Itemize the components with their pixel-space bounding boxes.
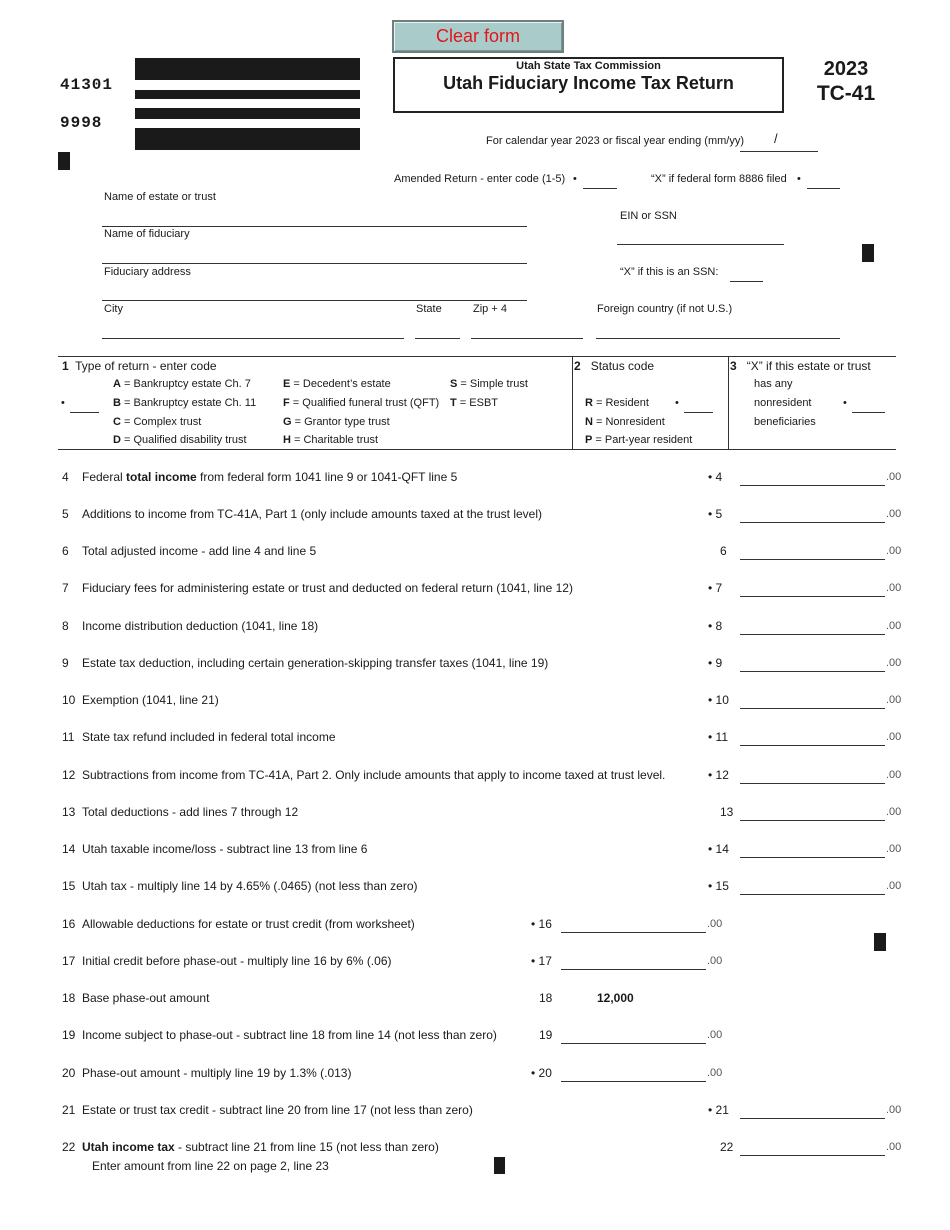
ein-label: EIN or SSN [620, 210, 677, 222]
line-amount-input[interactable] [561, 914, 706, 933]
type-code-e: E = Decedent’s estate [283, 378, 391, 390]
line-cents: .00 [707, 955, 723, 967]
type-code-c: C = Complex trust [113, 416, 202, 428]
bullet: • [675, 397, 679, 409]
line-cents: .00 [886, 1141, 902, 1153]
line-cents: .00 [886, 1104, 902, 1116]
section-2-number: 2 [574, 359, 581, 373]
line-reference: • 10 [708, 693, 729, 707]
line-11-label: 15 Utah tax - multiply line 14 by 4.65% (.0465) (not less than zero) [62, 879, 418, 893]
line-amount-input[interactable] [740, 727, 885, 746]
nonresident-beneficiaries-input[interactable] [852, 394, 885, 413]
line-cents: .00 [886, 620, 902, 632]
section-3-title [730, 359, 871, 373]
line-amount-input[interactable] [740, 876, 885, 895]
line-reference: • 4 [708, 470, 723, 484]
type-code-s: S = Simple trust [450, 378, 528, 390]
line-number: 9 [62, 656, 69, 670]
form-title: Utah Fiduciary Income Tax Return [443, 73, 734, 93]
type-code-a: A = Bankruptcy estate Ch. 7 [113, 378, 251, 390]
line-preset-value: 12,000 [597, 991, 634, 1005]
line-reference: • 11 [708, 730, 728, 744]
line-cents: .00 [886, 508, 902, 520]
form-title-box [393, 57, 784, 113]
zip-input[interactable] [471, 320, 583, 339]
return-type-input[interactable] [70, 394, 99, 413]
line-number: 16 [62, 917, 76, 931]
line-number: 15 [62, 879, 76, 893]
status-code-input[interactable] [684, 394, 713, 413]
registration-marker [862, 244, 874, 262]
section-2-label: Status code [590, 359, 655, 373]
line-4-label: 8 Income distribution deduction (1041, line 18) [62, 619, 319, 633]
type-code-g: G = Grantor type trust [283, 416, 390, 428]
form-id: TC-41 [816, 82, 876, 105]
city-label: City [104, 303, 123, 315]
line-1-label: 5 Additions to income from TC-41A, Part 1 (only include amounts taxed at the trust level) [62, 507, 542, 521]
section-3-text: has any [754, 378, 793, 390]
section-1-label: Type of return - enter code [75, 359, 217, 373]
line-number: 14 [62, 842, 76, 856]
ssn-flag-input[interactable] [730, 263, 763, 282]
form-code-primary: 41301 [60, 76, 114, 94]
line-amount-input[interactable] [740, 765, 885, 784]
line-number: 8 [62, 619, 69, 633]
line-0-label: 4 Federal total income from federal form 1041 line 9 or 1041-QFT line 5 [62, 470, 458, 484]
section-divider [572, 356, 573, 449]
line-cents: .00 [886, 657, 902, 669]
line-number: 12 [62, 768, 76, 782]
bullet: • [843, 397, 847, 409]
line-amount-input[interactable] [740, 690, 885, 709]
line-cents: .00 [886, 582, 902, 594]
bullet: • [797, 173, 801, 185]
line-9-label: 13 Total deductions - add lines 7 through 12 [62, 805, 299, 819]
line-13-label: 17 Initial credit before phase-out - multiply line 16 by 6% (.06) [62, 954, 392, 968]
fiscal-year-field[interactable] [740, 133, 818, 152]
line-10-label: 14 Utah taxable income/loss - subtract line 13 from line 6 [62, 842, 368, 856]
footer-note: Enter amount from line 22 on page 2, line 23 [92, 1159, 329, 1173]
fiduciary-name-input[interactable] [102, 245, 527, 264]
line-amount-input[interactable] [740, 1137, 885, 1156]
clear-form-button[interactable]: Clear form [392, 20, 564, 53]
line-amount-input[interactable] [740, 839, 885, 858]
type-code-f: F = Qualified funeral trust (QFT) [283, 397, 440, 409]
line-reference: 6 [720, 544, 727, 558]
line-number: 18 [62, 991, 76, 1005]
form-8886-label: “X” if federal form 8886 filed [651, 173, 787, 185]
line-number: 5 [62, 507, 69, 521]
line-reference: • 17 [531, 954, 552, 968]
fiduciary-address-label: Fiduciary address [104, 266, 191, 278]
line-reference: • 15 [708, 879, 729, 893]
line-6-label: 10 Exemption (1041, line 21) [62, 693, 219, 707]
line-cents: .00 [886, 769, 902, 781]
amended-code-input[interactable] [583, 170, 617, 189]
line-15-label: 19 Income subject to phase-out - subtract line 18 from line 14 (not less than zero) [62, 1028, 497, 1042]
line-reference: • 14 [708, 842, 729, 856]
estate-name-input[interactable] [102, 208, 527, 227]
line-5-label: 9 Estate tax deduction, including certain generation-skipping transfer taxes (1041, line 19) [62, 656, 549, 670]
status-code-p: P = Part-year resident [585, 434, 693, 446]
line-cents: .00 [707, 1029, 723, 1041]
line-14-label: 18 Base phase-out amount [62, 991, 210, 1005]
ein-input[interactable] [617, 226, 784, 245]
state-input[interactable] [415, 320, 460, 339]
line-amount-input[interactable] [740, 802, 885, 821]
line-amount-input[interactable] [561, 1025, 706, 1044]
line-amount-input[interactable] [740, 504, 885, 523]
barcode-bar [135, 108, 360, 119]
fiduciary-address-input[interactable] [102, 282, 527, 301]
barcode-bar [135, 128, 360, 150]
form-code-secondary: 9998 [60, 114, 103, 132]
bullet: • [573, 173, 577, 185]
amended-return-label: Amended Return - enter code (1-5) [394, 173, 566, 185]
barcode-bar [135, 58, 360, 80]
foreign-country-label: Foreign country (if not U.S.) [597, 303, 733, 315]
line-reference: 13 [720, 805, 734, 819]
barcode-bar [135, 90, 360, 99]
line-7-label: 11 State tax refund included in federal total income [62, 730, 336, 744]
status-code-n: N = Nonresident [585, 416, 665, 428]
line-17-label: 21 Estate or trust tax credit - subtract line 20 from line 17 (not less than zero) [62, 1103, 473, 1117]
line-number: 7 [62, 581, 69, 595]
section-3-number: 3 [730, 359, 737, 373]
fiduciary-name-label: Name of fiduciary [104, 228, 190, 240]
line-reference: • 20 [531, 1066, 552, 1080]
line-cents: .00 [707, 1067, 723, 1079]
line-cents: .00 [886, 806, 902, 818]
line-amount-input[interactable] [740, 541, 885, 560]
line-reference: • 9 [708, 656, 723, 670]
line-cents: .00 [707, 918, 723, 930]
tax-year: 2023 [823, 58, 869, 80]
line-reference: 18 [539, 991, 553, 1005]
line-number: 6 [62, 544, 69, 558]
line-12-label: 16 Allowable deductions for estate or trust credit (from worksheet) [62, 917, 415, 931]
line-number: 21 [62, 1103, 76, 1117]
line-cents: .00 [886, 880, 902, 892]
line-cents: .00 [886, 694, 902, 706]
line-reference: • 12 [708, 768, 729, 782]
section-bottom-rule [58, 449, 896, 450]
line-number: 22 [62, 1140, 76, 1154]
line-amount-input[interactable] [561, 1063, 706, 1082]
line-reference: • 16 [531, 917, 552, 931]
type-code-h: H = Charitable trust [283, 434, 379, 446]
section-top-rule [58, 356, 896, 357]
zip-label: Zip + 4 [473, 303, 507, 315]
line-amount-input[interactable] [740, 653, 885, 672]
estate-name-label: Name of estate or trust [104, 191, 216, 203]
section-3-text: nonresident [754, 397, 812, 409]
line-number: 17 [62, 954, 76, 968]
section-2-title [574, 359, 654, 373]
line-reference: • 8 [708, 619, 723, 633]
line-number: 19 [62, 1028, 76, 1042]
line-2-label: 6 Total adjusted income - add line 4 and line 5 [62, 544, 317, 558]
fiscal-year-label: For calendar year 2023 or fiscal year ending (mm/yy) [486, 135, 744, 147]
line-number: 13 [62, 805, 76, 819]
foreign-country-input[interactable] [596, 320, 840, 339]
registration-marker [58, 152, 70, 170]
type-code-b: B = Bankruptcy estate Ch. 11 [113, 397, 257, 409]
type-code-t: T = ESBT [450, 397, 499, 409]
section-3-text: beneficiaries [754, 416, 816, 428]
section-1-number: 1 [62, 359, 69, 373]
line-number: 10 [62, 693, 76, 707]
line-reference: • 7 [708, 581, 723, 595]
fiscal-year-slash: / [774, 131, 778, 146]
line-16-label: 20 Phase-out amount - multiply line 19 by 1.3% (.013) [62, 1066, 352, 1080]
agency-name: Utah State Tax Commission [516, 60, 661, 72]
registration-marker [494, 1157, 505, 1174]
line-reference: 19 [539, 1028, 553, 1042]
line-8-label: 12 Subtractions from income from TC-41A, Part 2. Only include amounts that apply to income taxed at trust level. [62, 768, 666, 782]
status-code-r: R = Resident [585, 397, 649, 409]
line-amount-input[interactable] [740, 616, 885, 635]
line-number: 11 [62, 730, 75, 744]
line-cents: .00 [886, 843, 902, 855]
line-amount-input[interactable] [740, 578, 885, 597]
line-amount-input[interactable] [740, 1100, 885, 1119]
type-code-d: D = Qualified disability trust [113, 434, 247, 446]
section-1-title [62, 359, 217, 373]
section-divider [728, 356, 729, 449]
registration-marker [874, 933, 886, 951]
line-cents: .00 [886, 545, 902, 557]
bullet: • [61, 397, 65, 409]
line-18-label: 22 Utah income tax - subtract line 21 from line 15 (not less than zero) [62, 1140, 439, 1154]
line-reference: • 21 [708, 1103, 729, 1117]
city-input[interactable] [102, 320, 404, 339]
line-cents: .00 [886, 731, 902, 743]
form-8886-input[interactable] [807, 170, 840, 189]
line-reference: • 5 [708, 507, 723, 521]
ssn-flag-label: “X” if this is an SSN: [620, 266, 719, 278]
section-3-label: “X” if this estate or trust [746, 359, 871, 373]
line-reference: 22 [720, 1140, 734, 1154]
line-amount-input[interactable] [561, 951, 706, 970]
line-cents: .00 [886, 471, 902, 483]
line-3-label: 7 Fiduciary fees for administering estate or trust and deducted on federal return (1041, line 12) [62, 581, 573, 595]
line-number: 20 [62, 1066, 76, 1080]
line-number: 4 [62, 470, 69, 484]
line-amount-input[interactable] [740, 467, 885, 486]
state-label: State [416, 303, 442, 315]
